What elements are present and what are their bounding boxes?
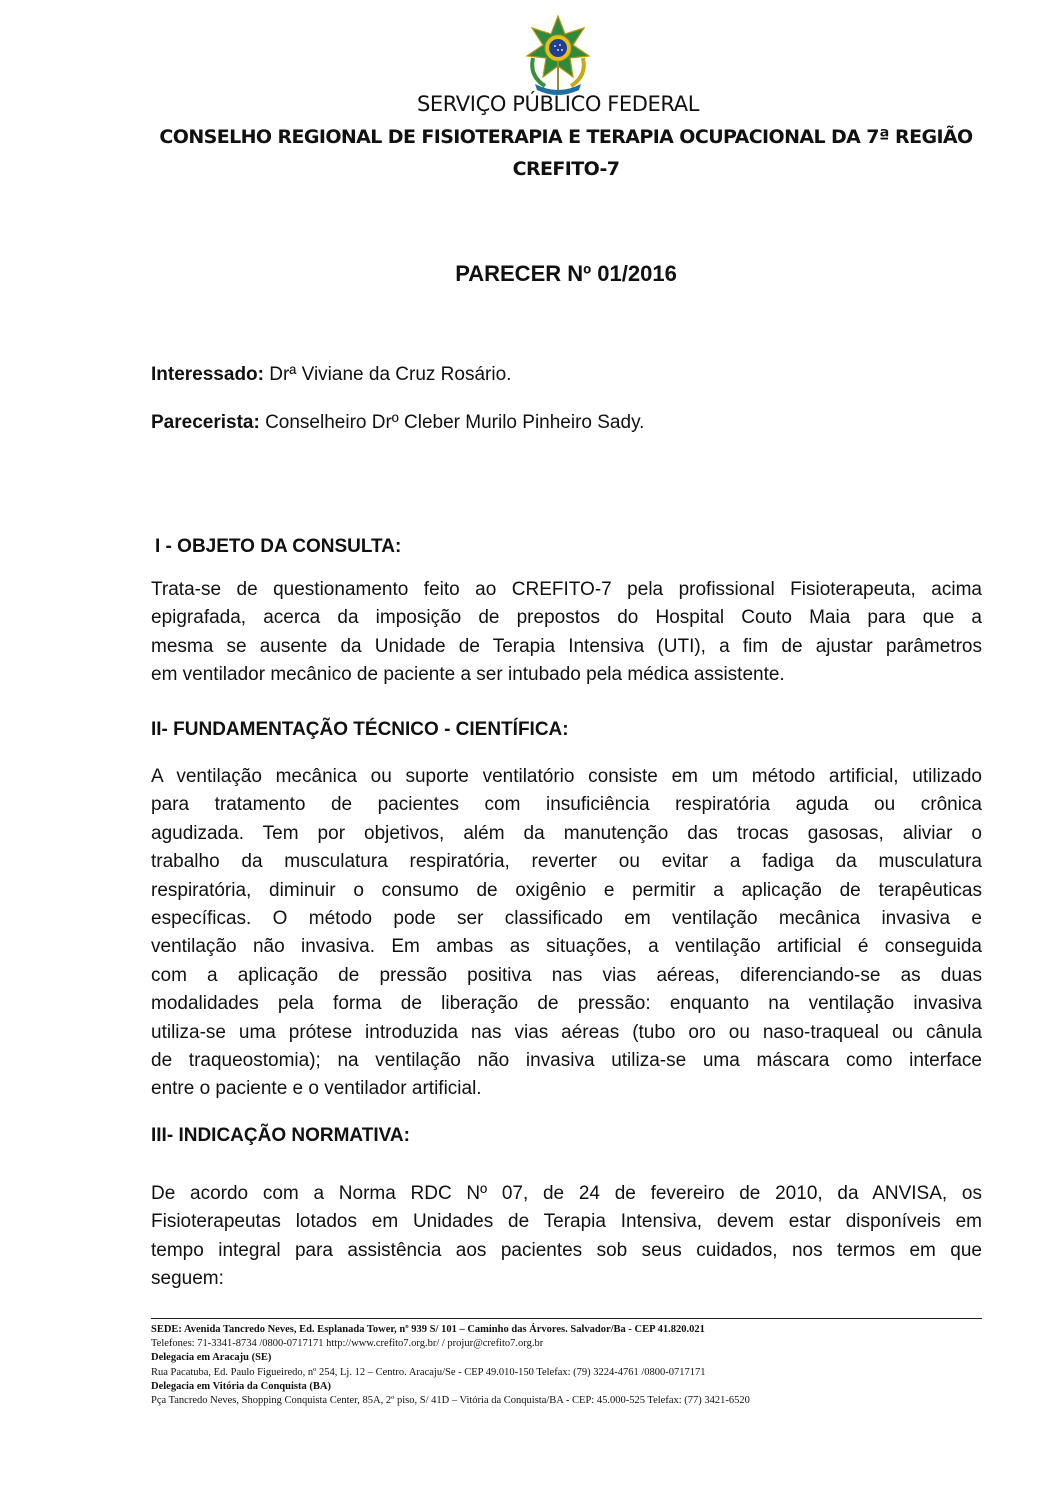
paragraph-line: utiliza-se uma prótese introduzida nas vias aéreas (tubo oro ou naso-traqueal ou cânula: [151, 1021, 982, 1043]
header-council-line: CONSELHO REGIONAL DE FISIOTERAPIA E TERAPIA OCUPACIONAL DA 7ª REGIÃO: [159, 126, 973, 148]
parecerista-field: [151, 412, 644, 434]
document-title: PARECER Nº 01/2016: [455, 261, 677, 286]
parecerista-value: Conselheiro Drº Cleber Murilo Pinheiro Sady.: [259, 412, 645, 433]
footer-address-block: [151, 1323, 750, 1408]
paragraph-line: trabalho da musculatura respiratória, reverter ou evitar a fadiga da musculatura: [151, 851, 982, 873]
paragraph-line: para tratamento de pacientes com insuficiência respiratória aguda ou crônica: [151, 794, 982, 816]
paragraph-line: entre o paciente e o ventilador artificial.: [151, 1078, 482, 1100]
paragraph-line: específicas. O método pode ser classificado em ventilação mecânica invasiva e: [151, 908, 982, 930]
header-acronym-line: CREFITO-7: [512, 158, 620, 180]
section-heading-objeto: I - OBJETO DA CONSULTA:: [155, 536, 402, 557]
paragraph-line: de traqueostomia); na ventilação não invasiva utiliza-se uma máscara como interface: [151, 1050, 982, 1072]
paragraph-line: agudizada. Tem por objetivos, além da manutenção das trocas gasosas, aliviar o: [151, 822, 982, 844]
section-heading-fundamentacao: II- FUNDAMENTAÇÃO TÉCNICO - CIENTÍFICA:: [151, 719, 569, 740]
paragraph-line: mesma se ausente da Unidade de Terapia Intensiva (UTI), a fim de ajustar parâmetros: [151, 635, 982, 657]
interessado-value: Drª Viviane da Cruz Rosário.: [263, 364, 512, 385]
footer-line-aracaju-heading: Delegacia em Aracaju (SE): [151, 1352, 272, 1364]
parecerista-label: Parecerista:: [151, 412, 260, 433]
interessado-field: [151, 364, 511, 386]
paragraph-line: tempo integral para assistência aos pacientes sob seus cuidados, nos termos em que: [151, 1239, 982, 1261]
paragraph-line: respiratória, diminuir o consumo de oxigênio e permitir a aplicação de terapêuticas: [151, 879, 982, 901]
paragraph-line: em ventilador mecânico de paciente a ser intubado pela médica assistente.: [151, 664, 785, 686]
paragraph-line: com a aplicação de pressão positiva nas vias aéreas, diferenciando-se as duas: [151, 964, 982, 986]
paragraph-line: A ventilação mecânica ou suporte ventilatório consiste em um método artificial, utilizado: [151, 766, 982, 787]
footer-line-sede: SEDE: Avenida Tancredo Neves, Ed. Esplanada Tower, nº 939 S/ 101 – Caminho das Árvores. Salvador/Ba - CEP 41.820.021: [151, 1324, 705, 1335]
section-heading-indicacao: III- INDICAÇÃO NORMATIVA:: [151, 1125, 410, 1146]
paragraph-line: ventilação não invasiva. Em ambas as situações, a ventilação artificial é conseguida: [151, 936, 982, 958]
header-service-line: SERVIÇO PÚBLICO FEDERAL: [416, 92, 700, 116]
section-body-objeto: [151, 576, 982, 690]
paragraph-line: seguem:: [151, 1268, 224, 1290]
footer-line-conquista-heading: Delegacia em Vitória da Conquista (BA): [151, 1380, 331, 1392]
paragraph-line: epigrafada, acerca da imposição de prepostos do Hospital Couto Maia para que a: [151, 607, 982, 629]
paragraph-line: De acordo com a Norma RDC Nº 07, de 24 de fevereiro de 2010, da ANVISA, os: [151, 1183, 982, 1204]
paragraph-line: Fisioterapeutas lotados em Unidades de Terapia Intensiva, devem estar disponíveis em: [151, 1211, 982, 1233]
paragraph-line: modalidades pela forma de liberação de pressão: enquanto na ventilação invasiva: [151, 993, 982, 1015]
footer-line-aracaju-address: Rua Pacatuba, Ed. Paulo Figueiredo, nº 254, Lj. 12 – Centro. Aracaju/Se - CEP 49.010-150 Telefax: (79) 3224-4761 /0800-0717171: [151, 1366, 706, 1378]
paragraph-line: Trata-se de questionamento feito ao CREFITO-7 pela profissional Fisioterapeuta, acima: [151, 579, 982, 600]
interessado-label: Interessado:: [151, 364, 264, 385]
footer-divider: [151, 1318, 982, 1319]
footer-line-phones: Telefones: 71-3341-8734 /0800-0717171 http://www.crefito7.org.br/ / projur@crefito7.org.br: [151, 1338, 544, 1350]
footer-line-conquista-address: Pça Tancredo Neves, Shopping Conquista Center, 85A, 2º piso, S/ 41D – Vitória da Conquista/BA - CEP: 45.000-525 Telefax: (77) 3421-6520: [151, 1395, 750, 1407]
brazil-coat-of-arms-icon: [523, 14, 593, 96]
section-body-fundamentacao: [151, 763, 982, 1104]
section-body-indicacao: [151, 1180, 982, 1294]
